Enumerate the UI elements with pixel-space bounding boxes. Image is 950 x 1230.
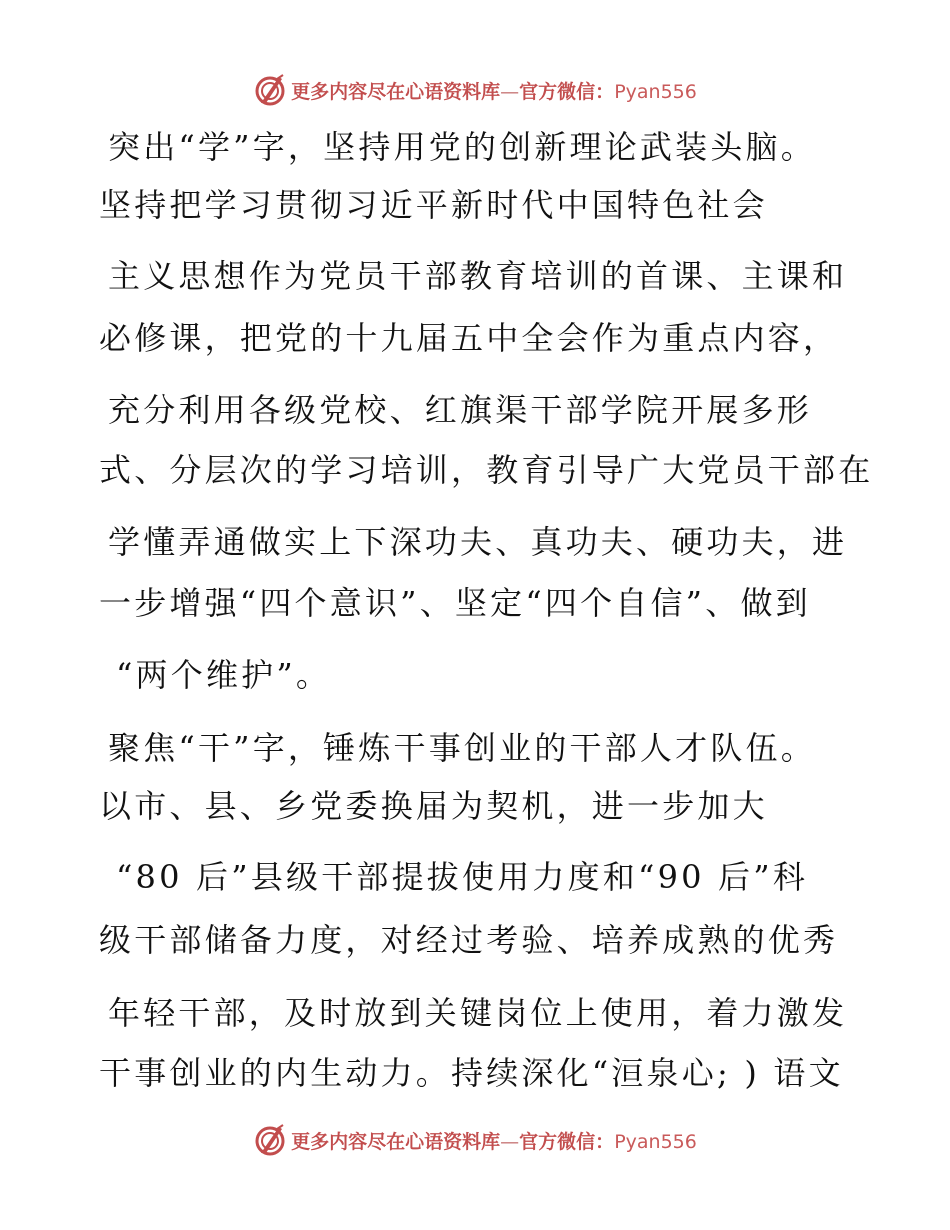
banner-prefix: 更多内容尽在心语资料库 bbox=[291, 1130, 501, 1153]
banner-separator: — bbox=[500, 80, 520, 103]
text-line: 以市、县、乡党委换届为契机，进一步加大 bbox=[99, 787, 768, 825]
banner-official: 官方微信： bbox=[519, 80, 615, 103]
banner-wechat-id: Pyan556 bbox=[614, 80, 697, 103]
text-line: “两个维护”。 bbox=[116, 656, 332, 694]
text-line: 充分利用各级党校、红旗渠干部学院开展多形 bbox=[108, 391, 813, 429]
text-line: 主义思想作为党员干部教育培训的首课、主课和 bbox=[108, 257, 848, 295]
banner-prefix: 更多内容尽在心语资料库 bbox=[291, 80, 501, 103]
text-line: 式、分层次的学习培训，教育引导广大党员干部在 bbox=[99, 451, 874, 489]
footer-banner bbox=[0, 1120, 950, 1160]
text-line: 年轻干部，及时放到关键岗位上使用，着力激发 bbox=[108, 994, 848, 1032]
text-line: 一步增强“四个意识”、坚定“四个自信”、做到 bbox=[99, 584, 811, 622]
text-line: 干事创业的内生动力。持续深化“洹泉心; ) 语文 bbox=[99, 1054, 844, 1092]
text-line: “80 后”县级干部提拔使用力度和“90 后”科 bbox=[116, 858, 809, 896]
banner-separator: — bbox=[500, 1130, 520, 1153]
banner-official: 官方微信： bbox=[519, 1130, 615, 1153]
text-line: 学懂弄通做实上下深功夫、真功夫、硬功夫，进 bbox=[108, 523, 848, 561]
text-line: 级干部储备力度，对经过考验、培养成熟的优秀 bbox=[99, 921, 839, 959]
banner-text bbox=[291, 1127, 697, 1154]
text-line: 聚焦“干”字，锤炼干事创业的干部人才队伍。 bbox=[108, 729, 816, 767]
quill-pen-seal-icon bbox=[253, 1123, 287, 1157]
text-line: 坚持把学习贯彻习近平新时代中国特色社会 bbox=[99, 186, 768, 224]
banner-wechat-id: Pyan556 bbox=[614, 1130, 697, 1153]
text-line: 突出“学”字，坚持用党的创新理论武装头脑。 bbox=[108, 128, 816, 166]
text-line: 必修课，把党的十九届五中全会作为重点内容， bbox=[99, 319, 839, 357]
